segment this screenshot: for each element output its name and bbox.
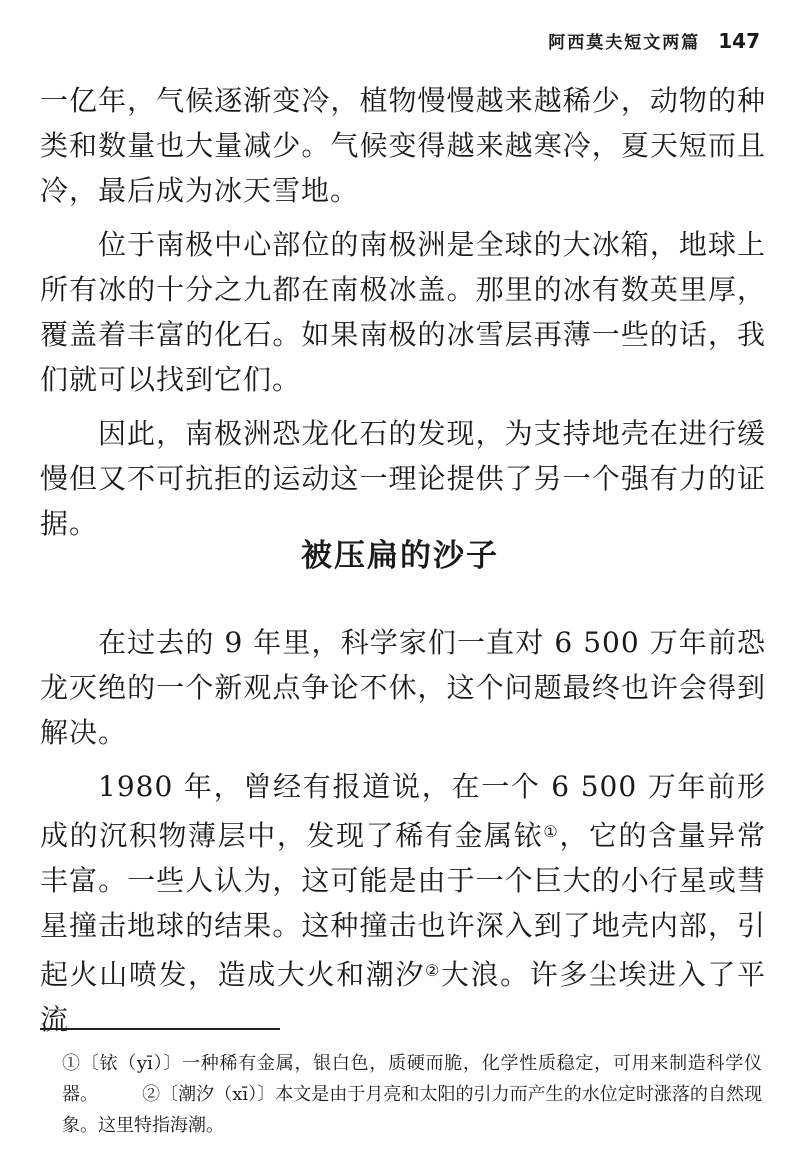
page-number: 147 [718, 29, 760, 53]
section-heading: 被压扁的沙子 [301, 538, 499, 574]
section-two-body [40, 620, 766, 1051]
footnote-1: ①〔铱（yī）〕一种稀有金属，银白色，质硬而脆，化学性质稳定，可用来制造科学仪器。 [62, 1053, 762, 1105]
paragraph-iridium [40, 764, 766, 1042]
paragraph-text-part: 大浪。许多尘埃进入了平流 [40, 958, 766, 1036]
footnotes [62, 1048, 762, 1141]
paragraph-antarctica: 位于南极中心部位的南极洲是全球的大冰箱，地球上所有冰的十分之九都在南极冰盖。那里的冰有数英里厚，覆盖着丰富的化石。如果南极的冰雪层再薄一些的话，我们就可以找到它们。 [40, 228, 766, 396]
paragraph-text-part: ，它的含量异常丰富。一些人认为，这可能是由于一个巨大的小行星或彗星撞击地球的结果。这种撞击也许深入到了地壳内部，引起火山喷发，造成大火和潮汐 [40, 819, 766, 991]
section-one-body [40, 78, 766, 555]
running-title: 阿西莫夫短文两篇 [548, 33, 701, 53]
footnote-ref-1[interactable]: ① [543, 822, 560, 841]
paragraph-continued: 一亿年，气候逐渐变冷，植物慢慢越来越稀少，动物的种类和数量也大量减少。气候变得越来越寒冷，夏天短而且冷，最后成为冰天雪地。 [40, 84, 766, 207]
paragraph-text-part: 1980 年，曾经有报道说，在一个 6 500 万年前形成的沉积物薄层中，发现了稀有金属铱 [40, 770, 766, 852]
paragraph-debate: 在过去的 9 年里，科学家们一直对 6 500 万年前恐龙灭绝的一个新观点争论不休，这个问题最终也许会得到解决。 [40, 626, 766, 749]
footnote-divider [40, 1028, 280, 1030]
footnote-2: ②〔潮汐（xī）〕本文是由于月亮和太阳的引力而产生的水位定时涨落的自然现象。这里特指海潮。 [62, 1084, 763, 1136]
paragraph-conclusion: 因此，南极洲恐龙化石的发现，为支持地壳在进行缓慢但又不可抗拒的运动这一理论提供了另一个强有力的证据。 [40, 417, 766, 540]
running-header [548, 28, 760, 53]
footnote-ref-2[interactable]: ② [424, 961, 441, 980]
